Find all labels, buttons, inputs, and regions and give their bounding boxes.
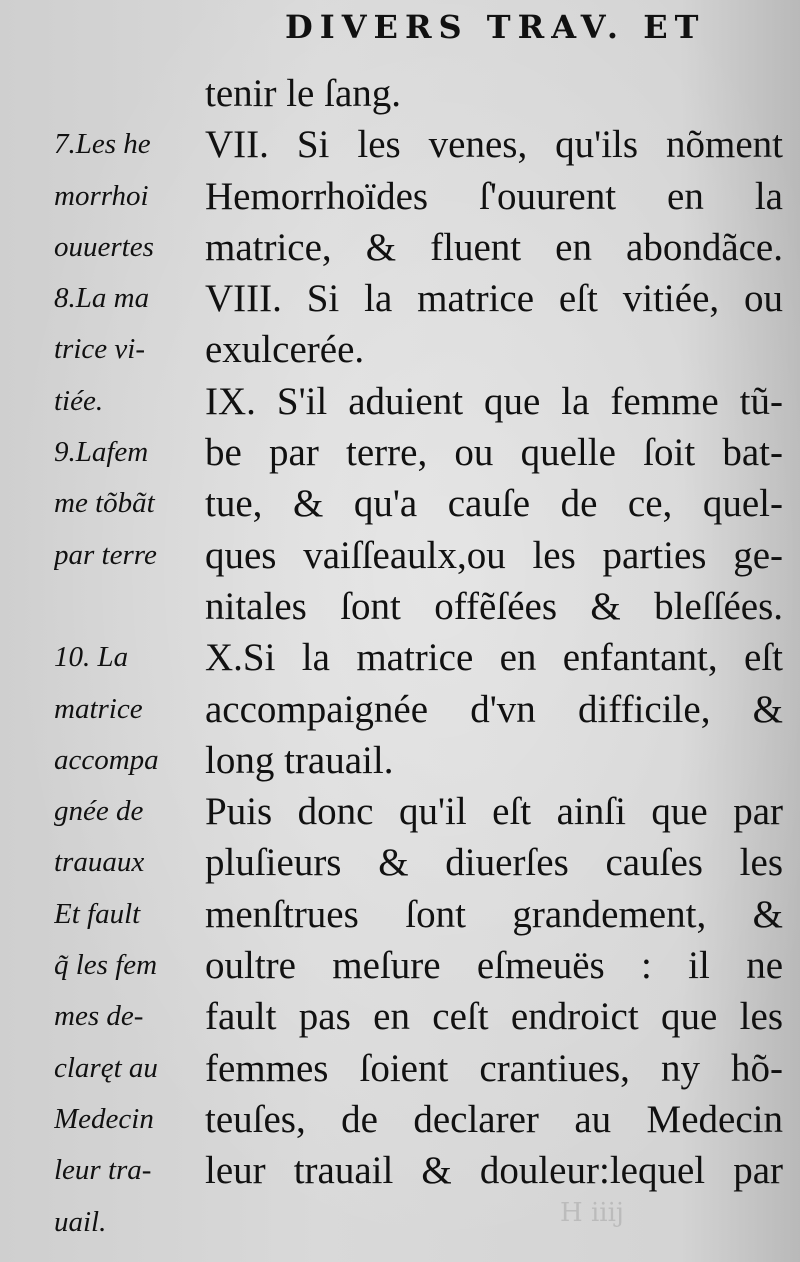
margin-note-line: matrice xyxy=(54,692,143,725)
text-line: exulcerée. xyxy=(205,328,365,372)
margin-note-line: Et fault xyxy=(54,897,141,930)
text-line: menſtrues ſont grandement, & xyxy=(205,892,783,936)
text-line: accompaignée d'vn difficile, & xyxy=(205,687,783,731)
text-line: ques vaiſſeaulx,ou les parties ge- xyxy=(205,533,783,577)
text-line: leur trauail & douleur:lequel par xyxy=(205,1149,783,1193)
margin-note-line: Medecin xyxy=(54,1102,154,1135)
text-line: be par terre, ou quelle ſoit bat- xyxy=(205,431,783,475)
margin-note-line: leur tra- xyxy=(54,1154,152,1187)
margin-note-line: trice vi- xyxy=(54,333,145,366)
main-text-column xyxy=(205,68,783,1197)
running-header: DIVERS TRAV. ET xyxy=(285,8,706,46)
margin-note-line: ouuertes xyxy=(54,230,154,263)
margin-note-line: claręt au xyxy=(54,1051,158,1084)
margin-note-line: q̃ les fem xyxy=(54,949,158,982)
text-line: tenir le ſang. xyxy=(205,72,402,115)
text-line: pluſieurs & diuerſes cauſes les xyxy=(205,841,783,885)
text-line: matrice, & fluent en abondãce. xyxy=(205,225,783,269)
signature-mark: H iiij xyxy=(560,1198,624,1228)
text-line: X.Si la matrice en enfantant, eſt xyxy=(205,636,783,680)
margin-note-line: uail. xyxy=(54,1205,107,1238)
margin-note-line xyxy=(54,581,202,632)
text-line: Puis donc qu'il eſt ainſi que par xyxy=(205,790,783,834)
text-line: oultre meſure eſmeuës : il ne xyxy=(205,944,783,988)
margin-note-line: 10. La xyxy=(54,641,129,674)
text-line: teuſes, de declarer au Medecin xyxy=(205,1097,783,1141)
text-line: VIII. Si la matrice eſt vitiée, ou xyxy=(205,277,783,321)
text-line: femmes ſoient crantiues, ny hõ- xyxy=(205,1046,783,1090)
margin-note-line: 7.Les he xyxy=(54,128,151,161)
margin-notes-column xyxy=(54,119,202,1248)
margin-note-line: 9.Lafem xyxy=(54,436,149,469)
text-line: VII. Si les venes, qu'ils nõment xyxy=(205,123,783,167)
margin-note-line: gnée de xyxy=(54,795,144,828)
margin-note-line: accompa xyxy=(54,743,159,776)
margin-note-line: me tõbãt xyxy=(54,487,155,520)
margin-note-line: morrhoi xyxy=(54,179,149,212)
margin-note-line: 8.La ma xyxy=(54,282,150,315)
text-line: tue, & qu'a cauſe de ce, quel- xyxy=(205,482,783,526)
text-line: fault pas en ceſt endroict que les xyxy=(205,995,783,1039)
margin-note-line: trauaux xyxy=(54,846,145,879)
margin-note-line: par terre xyxy=(54,538,157,571)
margin-note-line: tiée. xyxy=(54,384,104,417)
text-line: Hemorrhoïdes ſ'ouurent en la xyxy=(205,174,783,218)
margin-note-line: mes de- xyxy=(54,1000,144,1033)
text-line: long trauail. xyxy=(205,738,394,782)
text-line: nitales ſont offẽſées & bleſſées. xyxy=(205,584,783,628)
text-line: IX. S'il aduient que la femme tũ- xyxy=(205,379,783,423)
